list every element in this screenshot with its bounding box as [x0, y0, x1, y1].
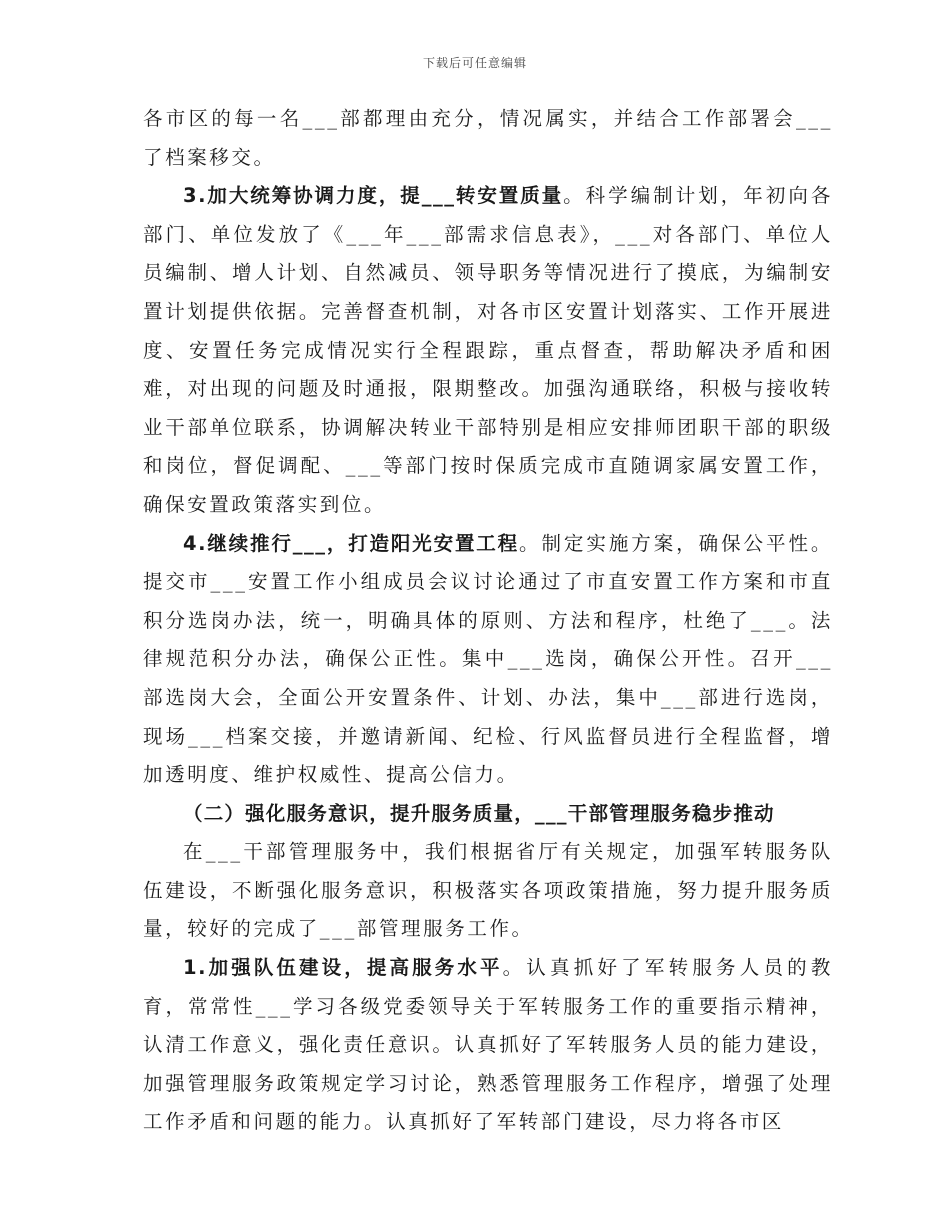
- paragraph-coordination: [143, 177, 833, 524]
- section-heading: （二）强化服务意识，提升服务质量，___干部管理服务稳步推动: [183, 801, 775, 825]
- paragraph-lead-heading: 1.加强队伍建设，提高服务水平: [183, 956, 503, 980]
- paragraph-team-building: [143, 949, 833, 1142]
- paragraph-text: 。制定实施方案，确保公平性。提交市___安置工作小组成员会议讨论通过了市直安置工作方案和市直积分选岗办法，统一，明确具体的原则、方法和程序，杜绝了___。法律规范积分办法，确保公正性。集中___选岗，确保公开性。召开___部选岗大会，全面公开安置条件、计划、办法，集中___部进行选岗，现场___档案交接，并邀请新闻、纪检、行风监督员进行全程监督，增加透明度、维护权威性、提高公信力。: [143, 531, 833, 787]
- paragraph-text: 。科学编制计划，年初向各部门、单位发放了《___年___部需求信息表》，___对各部门、单位人员编制、增人计划、自然减员、领导职务等情况进行了摸底，为编制安置计划提供依据。完善督查机制，对各市区安置计划落实、工作开展进度、安置任务完成情况实行全程跟踪，重点督查，帮助解决矛盾和困难，对出现的问题及时通报，限期整改。加强沟通联络，积极与接收转业干部单位联系，协调解决转业干部特别是相应安排师团职干部的职级和岗位，督促调配、___等部门按时保质完成市直随调家属安置工作，确保安置政策落实到位。: [143, 184, 834, 516]
- paragraph-lead-heading: 3.加大统筹协调力度，提___转安置质量: [183, 184, 564, 208]
- paragraph-management-service: [143, 833, 833, 949]
- paragraph-archive-transfer: [143, 100, 833, 177]
- paragraph-text: 在___干部管理服务中，我们根据省厅有关规定，加强军转服务队伍建设，不断强化服务意识，积极落实各项政策措施，努力提升服务质量，较好的完成了___部管理服务工作。: [143, 840, 833, 941]
- document-body: [143, 100, 833, 1142]
- paragraph-text: 。认真抓好了军转服务人员的教育，常常性___学习各级党委领导关于军转服务工作的重要指示精神，认清工作意义，强化责任意识。认真抓好了军转服务人员的能力建设，加强管理服务政策规定学习讨论，熟悉管理服务工作程序，增强了处理工作矛盾和问题的能力。认真抓好了军转部门建设，尽力将各市区: [143, 956, 833, 1134]
- paragraph-lead-heading: 4.继续推行___，打造阳光安置工程: [183, 531, 520, 555]
- paragraph-sunshine-placement: [143, 525, 833, 795]
- page-header: 下载后可任意编辑: [422, 56, 527, 70]
- paragraph-text: 各市区的每一名___部都理由充分，情况属实，并结合工作部署会___了档案移交。: [143, 107, 833, 169]
